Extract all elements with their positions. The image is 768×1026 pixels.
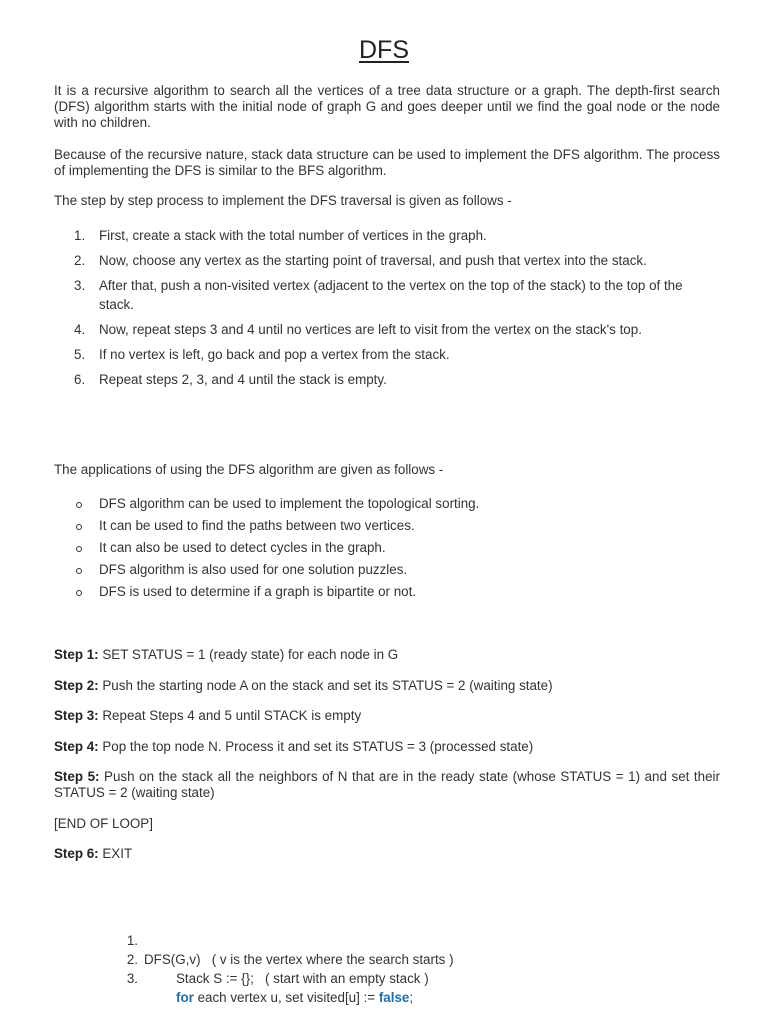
step-label: Step 2:: [54, 678, 99, 693]
line-number: 1.: [126, 933, 138, 948]
list-number: 5.: [74, 347, 86, 362]
code-line: [120, 912, 720, 967]
step-text: Push the starting node A on the stack and set its STATUS = 2 (waiting state): [98, 678, 553, 693]
list-item-text: Now, choose any vertex as the starting point of traversal, and push that vertex into the stack.: [99, 253, 647, 268]
step-text: Pop the top node N. Process it and set its STATUS = 3 (processed state): [98, 739, 534, 754]
keyword-for: for: [176, 990, 194, 1005]
list-item: [54, 496, 720, 512]
list-item: [54, 540, 720, 556]
list-number: 3.: [74, 278, 86, 293]
keyword-false: false: [378, 990, 410, 1005]
list-item-text: DFS algorithm is also used for one solution puzzles.: [99, 562, 408, 577]
step-text: EXIT: [98, 846, 133, 861]
list-item-text: First, create a stack with the total number of vertices in the graph.: [99, 228, 487, 243]
list-item-text: If no vertex is left, go back and pop a vertex from the stack.: [99, 347, 450, 362]
step-text: SET STATUS = 1 (ready state) for each node in G: [98, 647, 399, 662]
circle-bullet-icon: [76, 524, 82, 530]
step-text: Repeat Steps 4 and 5 until STACK is empty: [98, 708, 362, 723]
algorithm-step-3: [54, 708, 720, 724]
list-item: [54, 320, 720, 339]
list-item-text: DFS is used to determine if a graph is bipartite or not.: [99, 584, 417, 599]
line-number: 2.: [126, 952, 138, 967]
circle-bullet-icon: [76, 590, 82, 596]
code-fragment: ;: [409, 990, 414, 1005]
algorithm-step-6: [54, 846, 720, 862]
list-item: [54, 562, 720, 578]
pseudocode-block: [120, 912, 720, 1005]
end-of-loop: [END OF LOOP]: [54, 816, 153, 831]
circle-bullet-icon: [76, 546, 82, 552]
circle-bullet-icon: [76, 568, 82, 574]
code-text: [176, 988, 413, 1007]
list-item-text: It can also be used to detect cycles in the graph.: [99, 540, 386, 555]
algorithm-step-1: [54, 647, 720, 663]
applications-intro: The applications of using the DFS algorithm are given as follows -: [54, 462, 444, 477]
list-item-text: After that, push a non-visited vertex (adjacent to the vertex on the top of the stack) to the top of the stack.: [99, 278, 683, 312]
code-text: Stack S := {}; ( start with an empty stack ): [176, 971, 429, 986]
list-item-text: Repeat steps 2, 3, and 4 until the stack is empty.: [99, 372, 387, 387]
list-item: [54, 518, 720, 534]
page-title: DFS: [359, 36, 409, 64]
algorithm-step-4: [54, 739, 720, 755]
intro-paragraph-1: It is a recursive algorithm to search all the vertices of a tree data structure or a graph. The depth-first search (DFS) algorithm starts with the initial node of graph G and goes deeper until we find the goal node or the node with no children.: [54, 83, 720, 130]
circle-bullet-icon: [76, 502, 82, 508]
list-item-text: It can be used to find the paths between two vertices.: [99, 518, 415, 533]
code-fragment: each vertex u, set visited[u] :=: [193, 990, 379, 1005]
intro-paragraph-2: Because of the recursive nature, stack data structure can be used to implement the DFS algorithm. The process of implementing the DFS is similar to the BFS algorithm.: [54, 147, 720, 178]
list-number: 4.: [74, 322, 86, 337]
list-item: [54, 345, 720, 364]
list-item: [54, 276, 720, 314]
steps-list: [54, 226, 720, 395]
step-label: Step 3:: [54, 708, 99, 723]
algorithm-step-2: [54, 678, 720, 694]
code-text: DFS(G,v) ( v is the vertex where the search starts ): [144, 952, 454, 967]
list-item-text: DFS algorithm can be used to implement the topological sorting.: [99, 496, 480, 511]
list-item-text: Now, repeat steps 3 and 4 until no vertices are left to visit from the vertex on the stack's top.: [99, 322, 642, 337]
step-label: Step 5:: [54, 769, 100, 784]
line-number: 3.: [126, 971, 138, 986]
applications-list: [54, 496, 720, 606]
list-item: [54, 226, 720, 245]
list-number: 1.: [74, 228, 86, 243]
list-item: [54, 584, 720, 600]
list-item: [54, 251, 720, 270]
list-item: [54, 370, 720, 389]
step-label: Step 6:: [54, 846, 99, 861]
list-number: 6.: [74, 372, 86, 387]
step-label: Step 4:: [54, 739, 99, 754]
step-label: Step 1:: [54, 647, 99, 662]
step-text: Push on the stack all the neighbors of N that are in the ready state (whose STATUS = 1) and set their STATUS = 2 (waiting state): [54, 769, 720, 800]
list-number: 2.: [74, 253, 86, 268]
steps-intro: The step by step process to implement the DFS traversal is given as follows -: [54, 193, 512, 208]
algorithm-step-5: [54, 769, 720, 801]
